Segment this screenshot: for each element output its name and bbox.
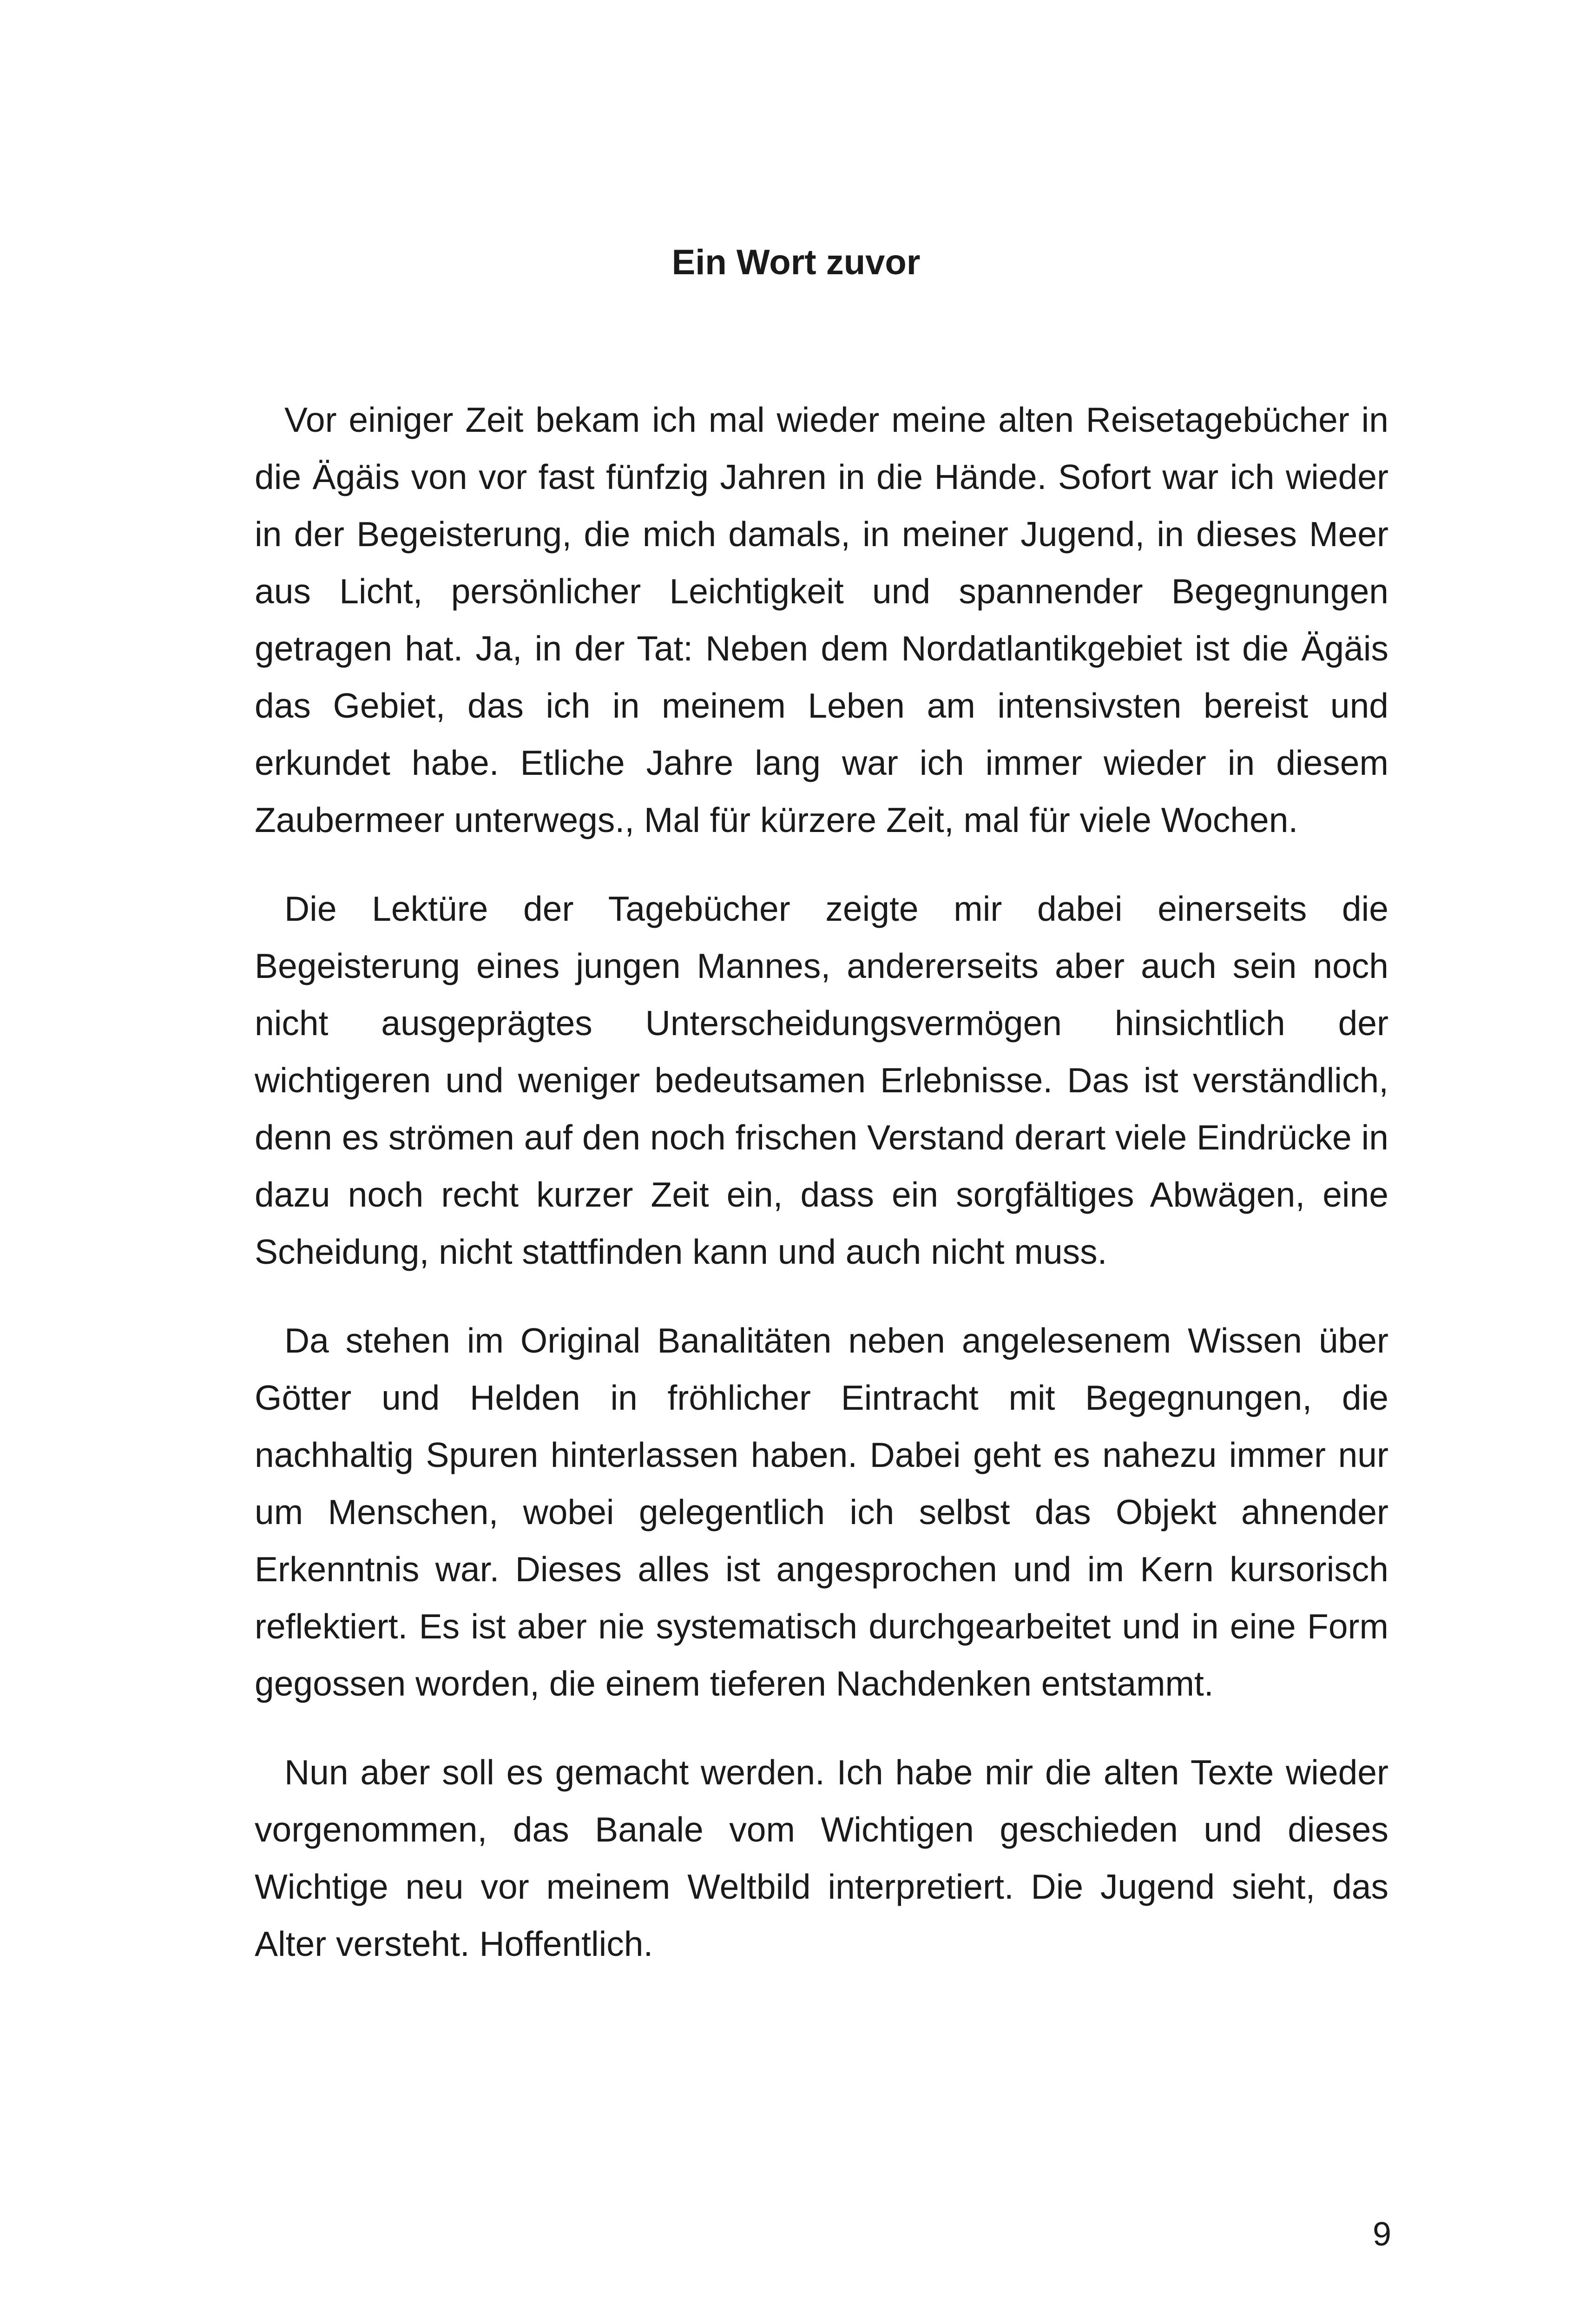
paragraph-1: Vor einiger Zeit bekam ich mal wieder meine alten Reisetagebücher in die Ägäis von vor fast fünfzig Jahren in die Hände. Sofort war ich wieder in der Begeisterung, die mich damals, in meiner Jugend, in dieses Meer aus Licht, persönlicher Leichtigkeit und spannender Begegnungen getragen hat. Ja, in der Tat: Neben dem Nordatlantikgebiet ist die Ägäis das Gebiet, das ich in meinem Leben am intensivsten bereist und erkundet habe. Etliche Jahre lang war ich immer wieder in diesem Zaubermeer unterwegs., Mal für kürzere Zeit, mal für viele Wochen. [255,400,1388,839]
body-text [255,391,1388,2004]
page-number: 9 [1372,2216,1391,2253]
paragraph-3: Da stehen im Original Banalitäten neben angelesenem Wissen über Götter und Helden in fröhlicher Eintracht mit Begegnungen, die nachhaltig Spuren hinterlassen haben. Dabei geht es nahezu immer nur um Menschen, wobei gelegentlich ich selbst das Objekt ahnender Erkenntnis war. Dieses alles ist angesprochen und im Kern kursorisch reflektiert. Es ist aber nie systematisch durchgearbeitet und in eine Form gegossen worden, die einem tieferen Nachdenken entstammt. [255,1321,1388,1703]
chapter-title: Ein Wort zuvor [671,243,921,282]
paragraph-2: Die Lektüre der Tagebücher zeigte mir dabei einerseits die Begeisterung eines jungen Mannes, andererseits aber auch sein noch nicht ausgeprägtes Unterscheidungsvermögen hinsichtlich der wichtigeren und weniger bedeutsamen Erlebnisse. Das ist verständlich, denn es strömen auf den noch frischen Verstand derart viele Eindrücke in dazu noch recht kurzer Zeit ein, dass ein sorgfältiges Abwägen, eine Scheidung, nicht stattfinden kann und auch nicht muss. [255,889,1388,1271]
paragraph-4: Nun aber soll es gemacht werden. Ich habe mir die alten Texte wieder vorgenommen, das Banale vom Wichtigen geschieden und dieses Wichtige neu vor meinem Weltbild interpretiert. Die Jugend sieht, das Alter versteht. Hoffentlich. [255,1753,1388,1963]
